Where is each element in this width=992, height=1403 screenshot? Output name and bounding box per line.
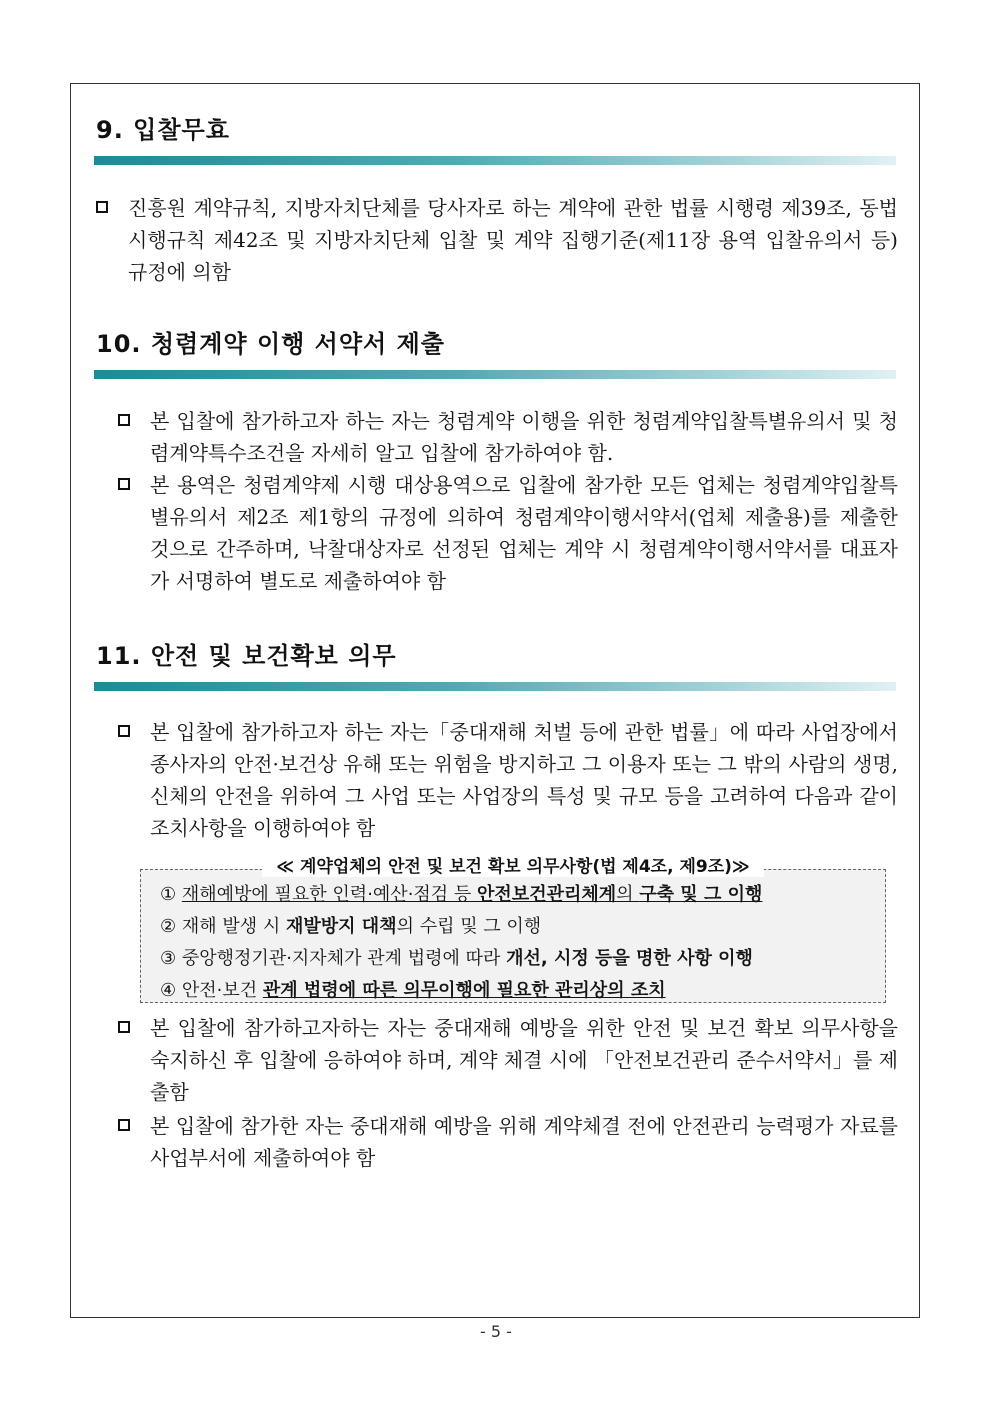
checkbox-bullet-icon — [96, 201, 108, 213]
section-title: 9. 입찰무효 — [96, 116, 230, 144]
list-item: 본 입찰에 참가하고자하는 자는 중대재해 예방을 위한 안전 및 보건 확보 의무사항을 숙지하신 후 입찰에 응하여야 하며, 계약 체결 시에 「안전보건관리 준수서약서」를 제출함 — [118, 1012, 898, 1108]
checkbox-bullet-icon — [118, 414, 130, 426]
page-number: - 5 - — [480, 1322, 512, 1341]
list-item: 본 입찰에 참가한 자는 중대재해 예방을 위해 계약체결 전에 안전관리 능력평가 자료를 사업부서에 제출하여야 함 — [118, 1110, 898, 1174]
section-title: 10. 청렴계약 이행 서약서 제출 — [96, 330, 445, 358]
checkbox-bullet-icon — [118, 1119, 130, 1131]
section-9 — [94, 114, 896, 165]
list-item: 진흥원 계약규칙, 지방자치단체를 당사자로 하는 계약에 관한 법률 시행령 제39조, 동법 시행규칙 제42조 및 지방자치단체 입찰 및 계약 집행기준(제11장 용역 입찰유의서 등) 규정에 의함 — [96, 192, 898, 288]
obligation-line: ③ 중앙행정기관·지자체가 관계 법령에 따라 개선, 시정 등을 명한 사항 이행 — [160, 948, 753, 969]
section-title: 11. 안전 및 보건확보 의무 — [96, 642, 397, 670]
obligation-line: ② 재해 발생 시 재발방지 대책의 수립 및 그 이행 — [160, 916, 542, 937]
checkbox-bullet-icon — [118, 725, 130, 737]
obligation-line: ① 재해예방에 필요한 인력·예산·점검 등 안전보건관리체계의 구축 및 그 이행 — [160, 884, 763, 905]
list-item: 본 입찰에 참가하고자 하는 자는「중대재해 처벌 등에 관한 법률」에 따라 사업장에서 종사자의 안전·보건상 유해 또는 위험을 방지하고 그 이용자 또는 그 밖의 사람의 생명, 신체의 안전을 위하여 그 사업 또는 사업장의 특성 및 규모 등을 고려하여 다음과 같이 조치사항을 이행하여야 함 — [118, 716, 898, 844]
title-underline-bar — [94, 682, 896, 691]
section-11 — [94, 640, 896, 691]
title-underline-bar — [94, 370, 896, 379]
obligation-line: ④ 안전·보건 관계 법령에 따른 의무이행에 필요한 관리상의 조치 — [160, 980, 666, 1001]
obligations-title: ≪ 계약업체의 안전 및 보건 확보 의무사항(법 제4조, 제9조)≫ — [140, 854, 886, 880]
list-item: 본 용역은 청렴계약제 시행 대상용역으로 입찰에 참가한 모든 업체는 청렴계약입찰특별유의서 제2조 제1항의 규정에 의하여 청렴계약이행서약서(업체 제출용)를 제출한 것으로 간주하며, 낙찰대상자로 선정된 업체는 계약 시 청렴계약이행서약서를 대표자가 서명하여 별도로 제출하여야 함 — [118, 469, 898, 597]
checkbox-bullet-icon — [118, 1021, 130, 1033]
checkbox-bullet-icon — [118, 478, 130, 490]
section-10 — [94, 328, 896, 379]
list-item: 본 입찰에 참가하고자 하는 자는 청렴계약 이행을 위한 청렴계약입찰특별유의서 및 청렴계약특수조건을 자세히 알고 입찰에 참가하여야 함. — [118, 405, 898, 469]
title-underline-bar — [94, 156, 896, 165]
